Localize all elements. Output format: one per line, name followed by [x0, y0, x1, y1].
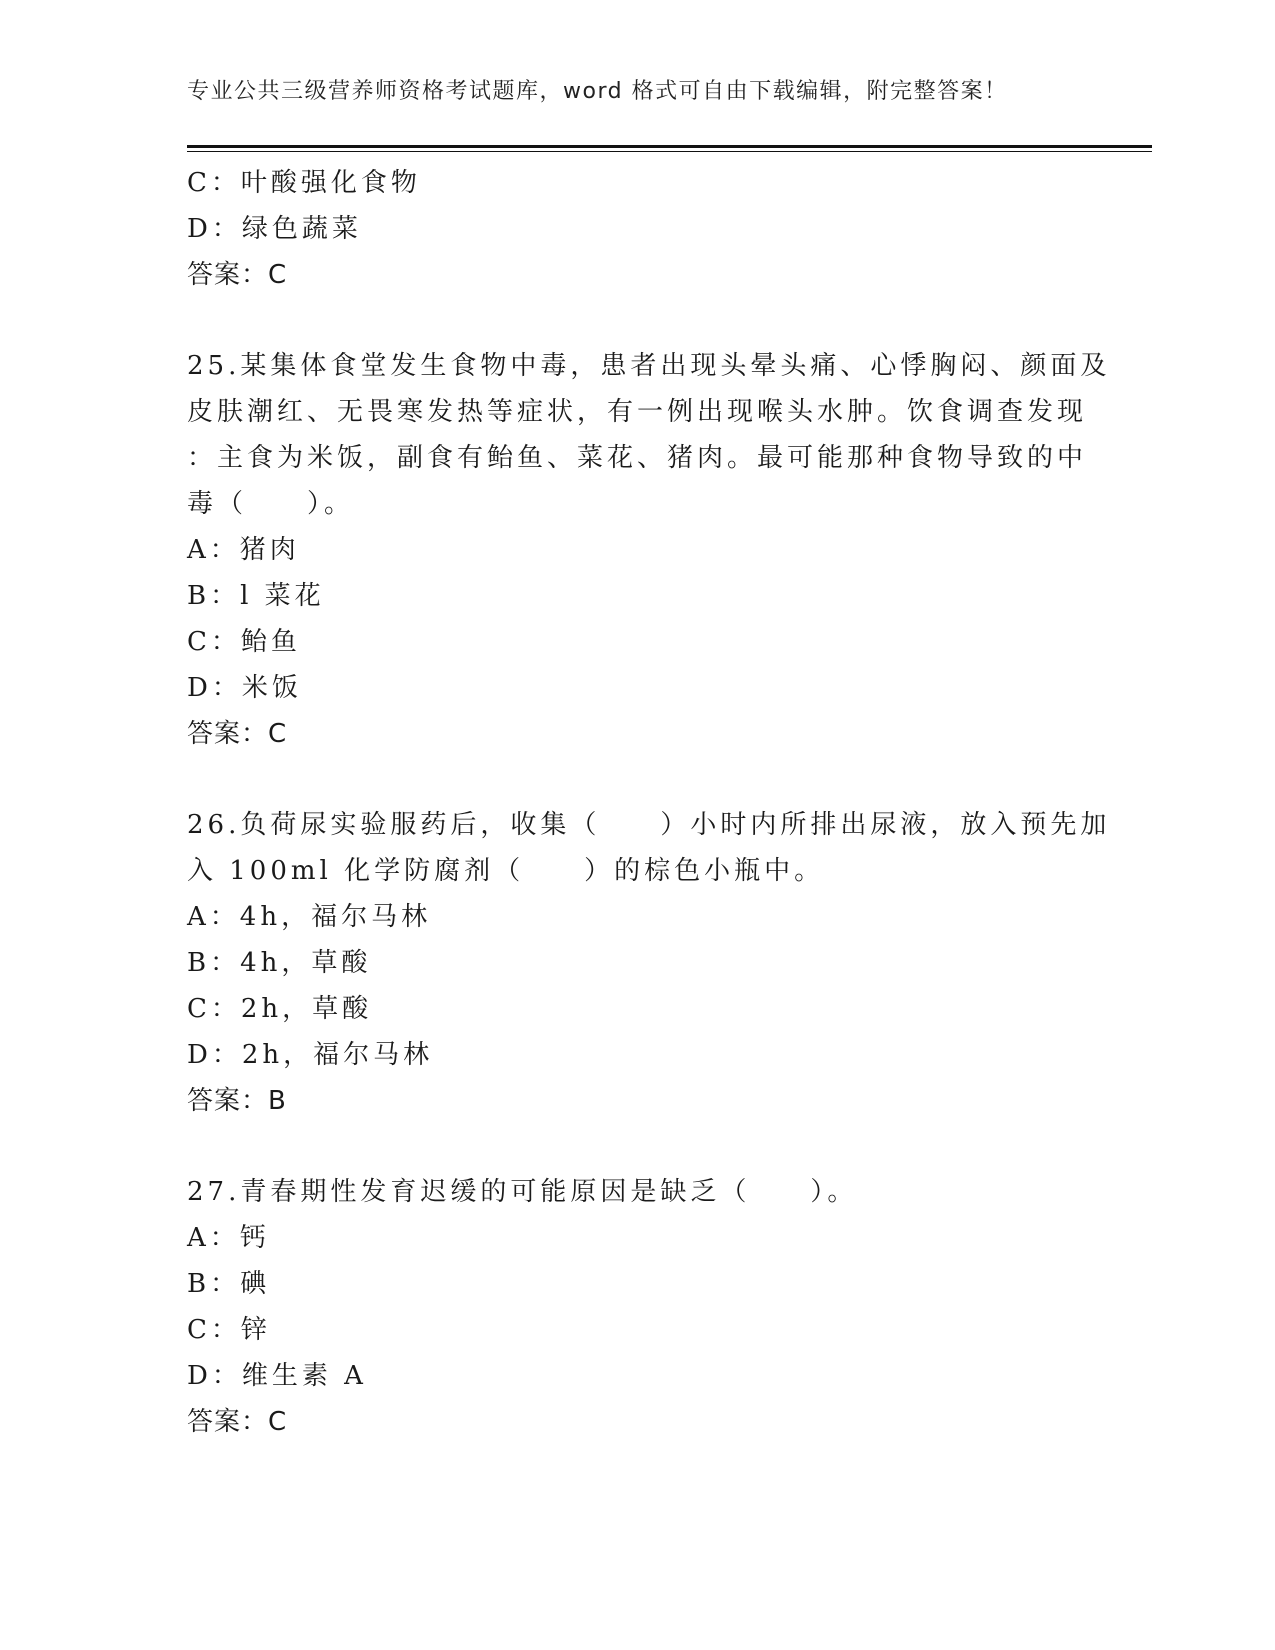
spacer: [187, 1124, 1087, 1169]
question-stem-line: 毒（ ）。: [187, 489, 355, 519]
carryover-question: [187, 160, 1087, 298]
question-stem-line: ：主食为米饭，副食有鲐鱼、菜花、猪肉。最可能那种食物导致的中: [187, 443, 1088, 473]
header-rule-thick: [187, 145, 1152, 148]
option-b: B：l 菜花: [187, 581, 325, 611]
option-a: A：猪肉: [187, 535, 300, 565]
header-rule-thin: [187, 151, 1152, 152]
answer: 答案：C: [187, 1407, 288, 1437]
option-d: D：维生素 A: [187, 1361, 367, 1391]
spacer: [187, 757, 1087, 802]
document-body: [187, 160, 1111, 1445]
option-d: D：2h，福尔马林: [187, 1040, 434, 1070]
option-d: D：绿色蔬菜: [187, 214, 362, 244]
question-stem-line: 皮肤潮红、无畏寒发热等症状，有一例出现喉头水肿。饮食调查发现: [187, 397, 1088, 427]
spacer: [187, 298, 1087, 343]
question-26: [187, 802, 1111, 1124]
option-d: D：米饭: [187, 673, 302, 703]
option-c: C：鲐鱼: [187, 627, 301, 657]
option-a: A：钙: [187, 1223, 270, 1253]
option-c: C：叶酸强化食物: [187, 168, 421, 198]
question-stem-line: 25.某集体食堂发生食物中毒，患者出现头晕头痛、心悸胸闷、颜面及: [187, 351, 1111, 381]
option-b: B：碘: [187, 1269, 271, 1299]
question-25: [187, 343, 1111, 757]
question-stem-line: 26.负荷尿实验服药后，收集（ ）小时内所排出尿液，放入预先加: [187, 810, 1111, 840]
answer: 答案：C: [187, 719, 288, 749]
question-stem-line: 27.青春期性发育迟缓的可能原因是缺乏（ ）。: [187, 1177, 858, 1207]
option-b: B：4h，草酸: [187, 948, 372, 978]
answer: 答案：C: [187, 260, 288, 290]
answer: 答案：B: [187, 1086, 287, 1116]
option-c: C：锌: [187, 1315, 271, 1345]
question-27: [187, 1169, 1087, 1445]
option-c: C：2h，草酸: [187, 994, 373, 1024]
option-a: A：4h，福尔马林: [187, 902, 432, 932]
page-header: 专业公共三级营养师资格考试题库，word 格式可自由下载编辑，附完整答案！: [187, 79, 1008, 104]
question-stem-line: 入 100ml 化学防腐剂（ ）的棕色小瓶中。: [187, 856, 825, 886]
